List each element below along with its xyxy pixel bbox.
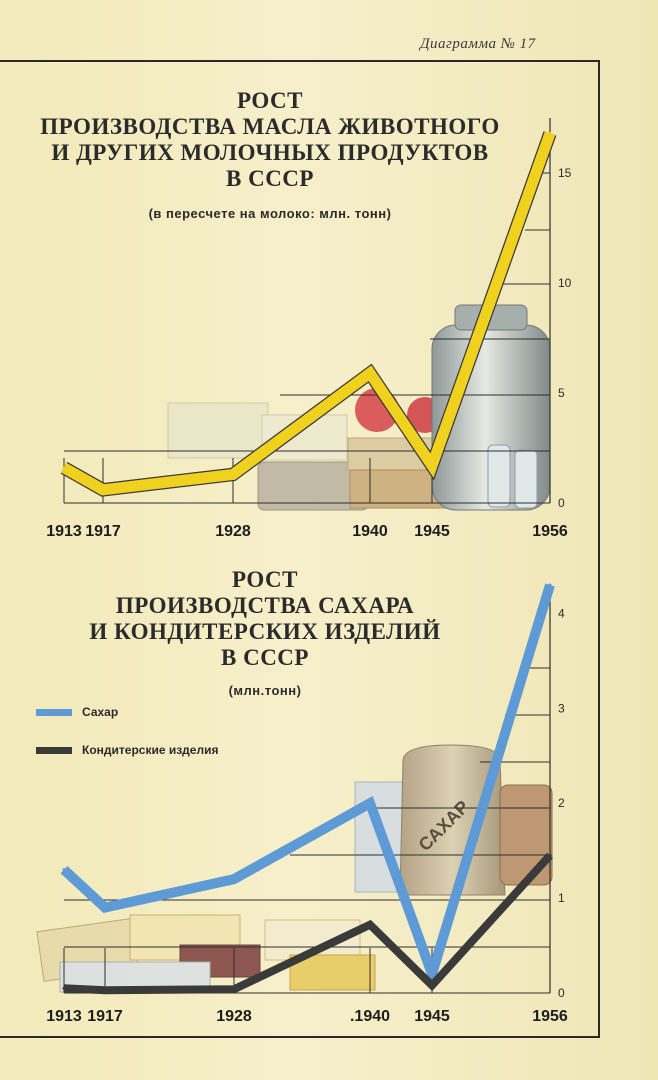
data-point	[431, 973, 434, 976]
y-tick-label: 15	[558, 166, 572, 180]
sugar-confectionery-illustration	[37, 745, 552, 992]
chart2-title-line: В СССР	[221, 645, 309, 670]
data-point	[369, 923, 372, 926]
data-point	[63, 987, 66, 990]
x-tick-label: 1928	[215, 523, 251, 540]
diagram-number-label: Диаграмма № 17	[420, 36, 536, 52]
chart1-subtitle: (в пересчете на молоко: млн. тонн)	[148, 206, 392, 221]
data-point	[369, 802, 372, 805]
sugar-sack-lettering: САХАР	[414, 796, 473, 855]
data-point	[104, 906, 107, 909]
x-tick-label: 1913	[46, 523, 82, 540]
sugar-jar	[500, 785, 552, 885]
chart1-title-line: В СССР	[226, 166, 314, 191]
data-point	[233, 878, 236, 881]
x-tick-label: 1956	[532, 1008, 568, 1025]
data-point	[431, 464, 434, 467]
x-tick-label: .1940	[349, 1008, 391, 1025]
x-tick-label: 1928	[216, 1008, 252, 1025]
data-point	[549, 584, 552, 587]
y-tick-label: 10	[558, 276, 572, 290]
x-tick-label: 1945	[414, 523, 450, 540]
milk-bottle	[488, 445, 510, 507]
data-point	[369, 372, 372, 375]
y-tick-label: 1	[558, 891, 565, 906]
data-point	[104, 989, 107, 992]
chart1-title-line: РОСТ	[236, 88, 304, 113]
chart2-title-line: И КОНДИТЕРСКИХ ИЗДЕЛИЙ	[89, 619, 441, 644]
data-point	[431, 984, 434, 987]
x-tick-label: 1956	[532, 523, 568, 540]
milk-bottle	[515, 450, 537, 508]
chart2-title-line: РОСТ	[231, 567, 299, 592]
data-point	[232, 473, 235, 476]
x-tick-label: 1913	[46, 1008, 82, 1025]
x-tick-label: 1917	[85, 523, 121, 540]
y-tick-label: 0	[558, 986, 565, 1000]
chart2-subtitle: (млн.тонн)	[228, 683, 302, 698]
chart1-title-line: ПРОИЗВОДСТВА МАСЛА ЖИВОТНОГО	[40, 114, 500, 139]
butter-block	[168, 403, 268, 458]
legend-label-sugar: Сахар	[82, 705, 119, 719]
chart2-title-line: ПРОИЗВОДСТВА САХАРА	[115, 593, 415, 618]
data-point	[233, 988, 236, 991]
x-tick-label: 1945	[414, 1008, 450, 1025]
y-tick-label: 4	[558, 606, 565, 621]
chart1-title-line: И ДРУГИХ МОЛОЧНЫХ ПРОДУКТОВ	[51, 140, 489, 165]
data-point	[63, 868, 66, 871]
y-tick-label: 5	[558, 386, 565, 400]
data-point	[549, 854, 552, 857]
data-point	[549, 132, 552, 135]
y-tick-label: 3	[558, 701, 565, 716]
x-tick-label: 1917	[87, 1008, 123, 1025]
y-tick-label: 2	[558, 796, 565, 811]
legend-label-confectionery: Кондитерские изделия	[82, 743, 219, 757]
x-tick-label: 1940	[352, 523, 388, 540]
data-point	[63, 466, 66, 469]
data-point	[102, 488, 105, 491]
y-tick-label: 0	[558, 496, 565, 510]
